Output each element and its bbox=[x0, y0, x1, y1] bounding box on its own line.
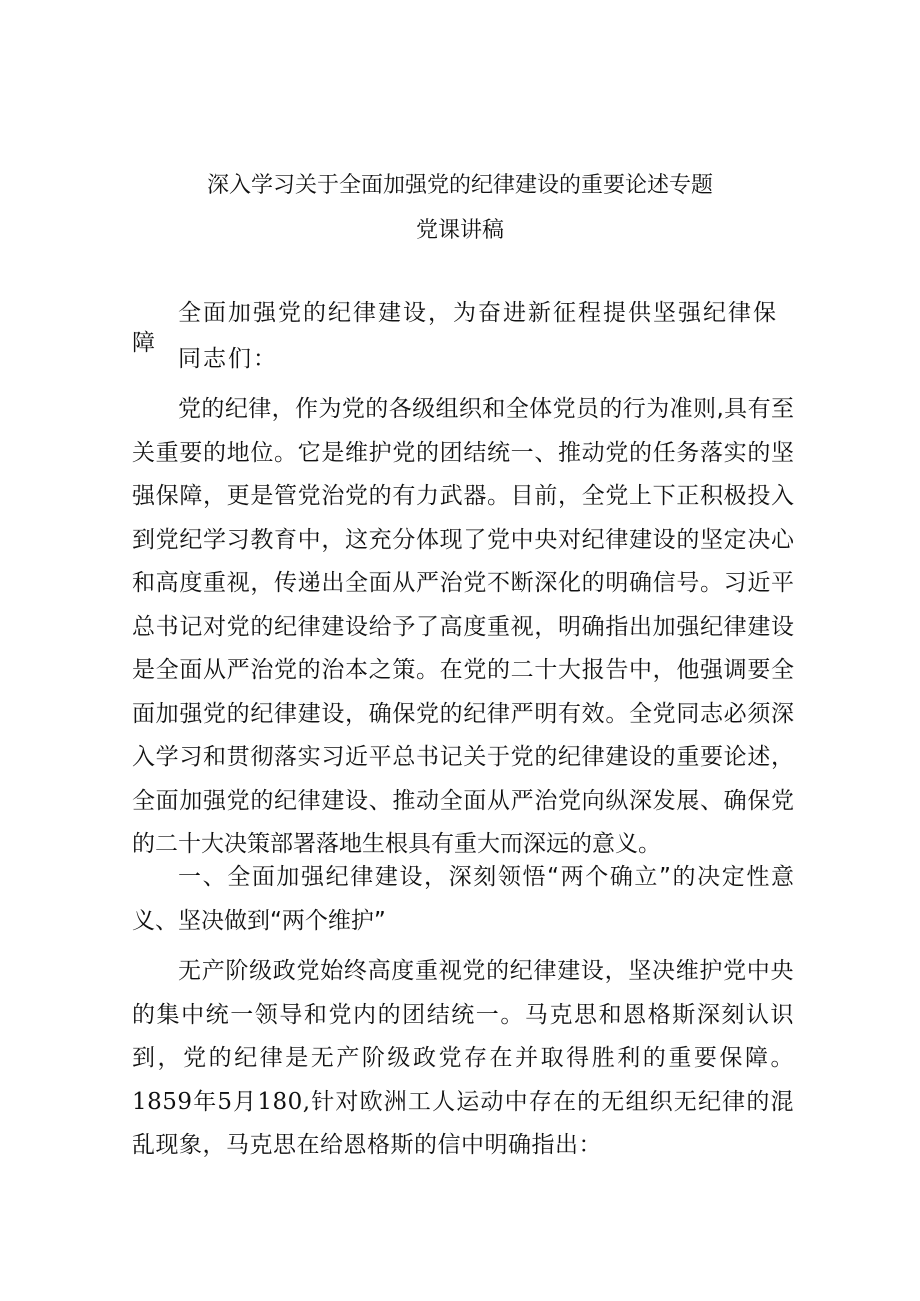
section-heading-1: 一、全面加强纪律建设，深刻领悟“两个确立”的决定性意义、坚决做到“两个维护” bbox=[132, 864, 794, 934]
paragraph-section-1: 无产阶级政党始终高度重视党的纪律建设，坚决维护党中央的集中统一领导和党内的团结统一。马克思和恩格斯深刻认识到，党的纪律是无产阶级政党存在并取得胜利的重要保障。1859年5月180,针对欧洲工人运动中存在的无组织无纪律的混乱现象，马克思在给恩格斯的信中明确指出： bbox=[132, 958, 794, 1158]
document-title-line-2: 党课讲稿 bbox=[415, 218, 504, 243]
paragraph-intro: 党的纪律，作为党的各级组织和全体党员的行为准则,具有至关重要的地位。它是维护党的团结统一、推动党的任务落实的坚强保障，更是管党治党的有力武器。目前，全党上下正积极投入到党纪学习教育中，这充分体现了党中央对纪律建设的坚定决心和高度重视，传递出全面从严治党不断深化的明确信号。习近平总书记对党的纪律建设给予了高度重视，明确指出加强纪律建设是全面从严治党的治本之策。在党的二十大报告中，他强调要全面加强党的纪律建设，确保党的纪律严明有效。全党同志必须深入学习和贯彻落实习近平总书记关于党的纪律建设的重要论述，全面加强党的纪律建设、推动全面从严治党向纵深发展、确保党的二十大决策部署落地生根具有重大而深远的意义。 bbox=[132, 396, 794, 857]
salutation: 同志们： bbox=[178, 346, 278, 372]
document-title-line-1: 深入学习关于全面加强党的纪律建设的重要论述专题 bbox=[206, 173, 713, 198]
document-subtitle: 全面加强党的纪律建设，为奋进新征程提供坚强纪律保障 bbox=[132, 300, 778, 356]
